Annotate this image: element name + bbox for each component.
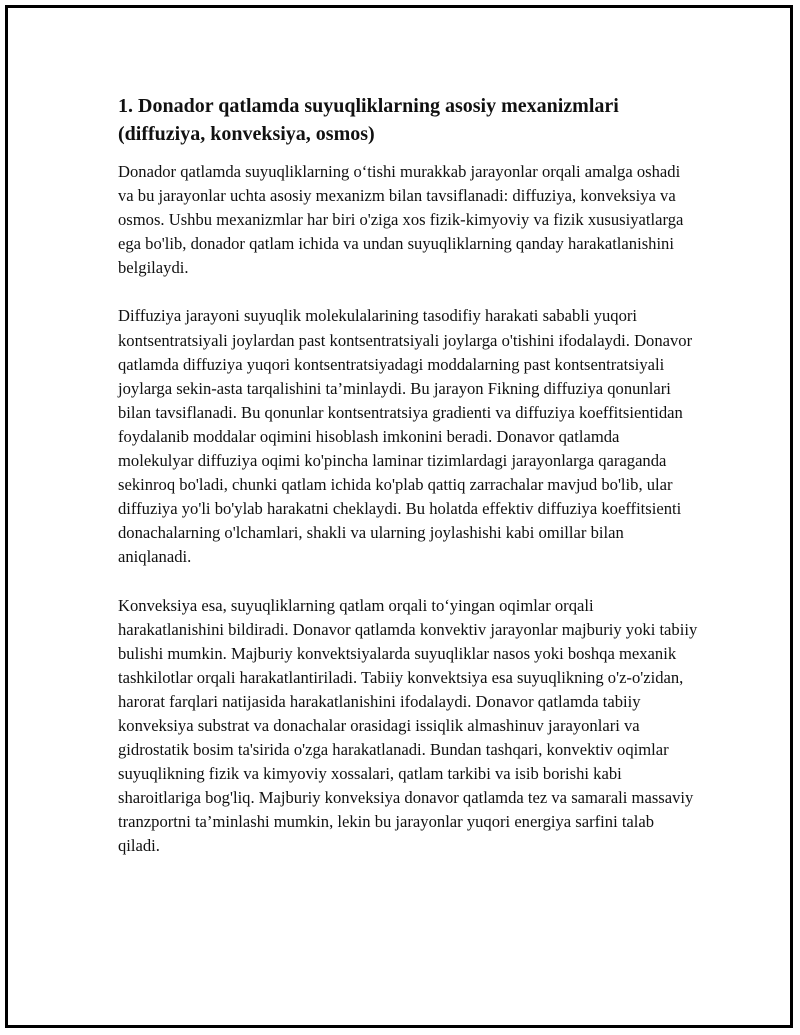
- document-content: [118, 92, 698, 883]
- section-heading: 1. Donador qatlamda suyuqliklarning asosiy mexanizmlari (diffuziya, konveksiya, osmos): [118, 95, 619, 145]
- convection-paragraph: Konveksiya esa, suyuqliklarning qatlam orqali to‘yingan oqimlar orqali harakatlanishini bildiradi. Donavor qatlamda konvektiv jarayonlar majburiy yoki tabiiy bulishi mumkin. Majburiy konvektsiyalarda suyuqliklar nasos yoki boshqa mexanik tashkilotlar orqali harakatlantiriladi. Tabiiy konvektsiya esa suyuqlikning o'z-o'zidan, harorat farqlari natijasida harakatlanishini ifodalaydi. Donavor qatlamda tabiiy konveksiya substrat va donachalar orasidagi issiqlik almashinuv jarayonlari va gidrostatik bosim ta'sirida o'zga harakatlanadi. Bundan tashqari, konvektiv oqimlar suyuqlikning fizik va kimyoviy xossalari, qatlam tarkibi va isib borishi kabi sharoitlariga bog'liq. Majburiy konveksiya donavor qatlamda tez va samarali massaviy tranzportni ta’minlashi mumkin, lekin bu jarayonlar yuqori energiya sarfini talab qiladi.: [118, 595, 698, 856]
- intro-paragraph: Donador qatlamda suyuqliklarning o‘tishi murakkab jarayonlar orqali amalga oshadi va bu jarayonlar uchta asosiy mexanizm bilan tavsiflanadi: diffuziya, konveksiya va osmos. Ushbu mexanizmlar har biri o'ziga xos fizik-kimyoviy va fizik xususiyatlarga ega bo'lib, donador qatlam ichida va undan suyuqliklarning qanday harakatlanishini belgilaydi.: [118, 162, 684, 278]
- diffusion-paragraph: Diffuziya jarayoni suyuqlik molekulalarining tasodifiy harakati sababli yuqori kontsentratsiyali joylardan past kontsentratsiyali joylarga o'tishini ifodalaydi. Donavor qatlamda diffuziya yuqori kontsentratsiyadagi moddalarning past kontsentratsiyali joylarga sekin-asta tarqalishini ta’minlaydi. Bu jarayon Fikning diffuziya qonunlari bilan tavsiflanadi. Bu qonunlar kontsentratsiya gradienti va diffuziya koeffitsientidan foydalanib moddalar oqimini hisoblash imkonini beradi. Donavor qatlamda molekulyar diffuziya oqimi ko'pincha laminar tizimlardagi jarayonlarga qaraganda sekinroq bo'ladi, chunki qatlam ichida ko'plab qattiq zarrachalar mavjud bo'lib, ular diffuziya yo'li bo'ylab harakatni cheklaydi. Bu holatda effektiv diffuziya koeffitsienti donachalarning o'lchamlari, shakli va ularning joylashishi kabi omillar bilan aniqlanadi.: [118, 306, 693, 567]
